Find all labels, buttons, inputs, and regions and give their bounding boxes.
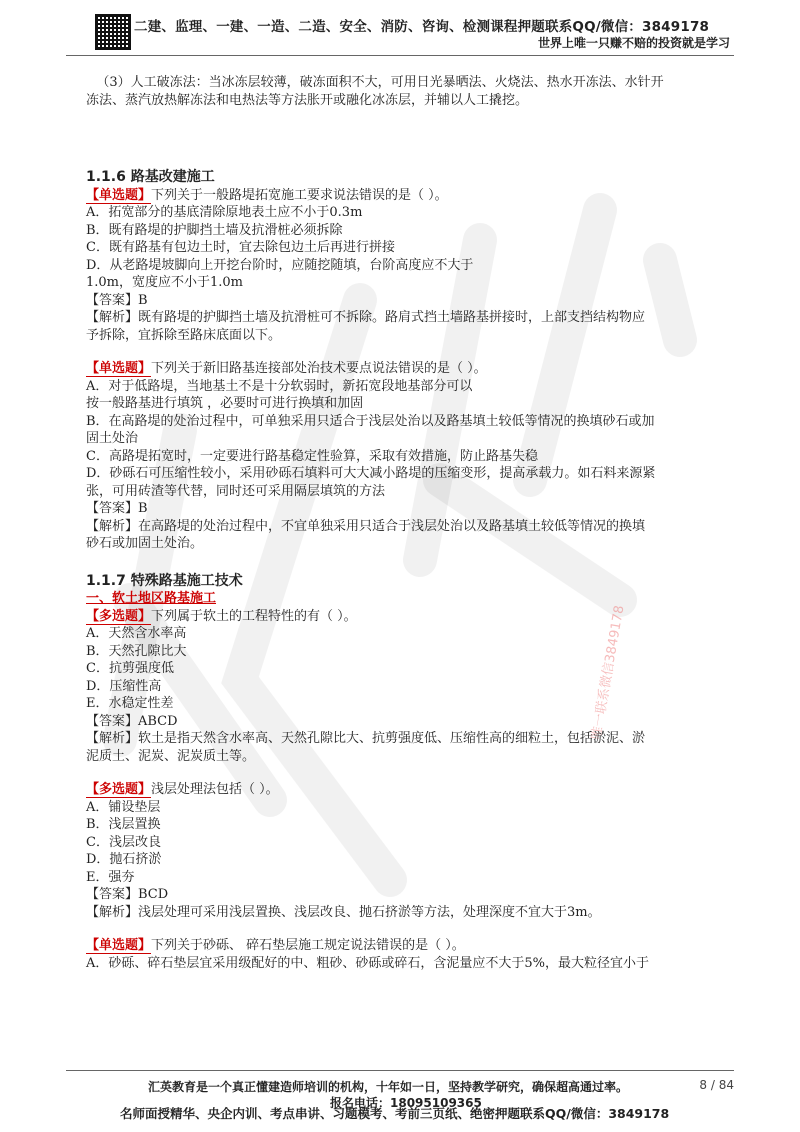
intro-line: 冻法、蒸汽放热解冻法和电热法等方法胀开或融化冰冻层，并辅以人工撬挖。 (86, 92, 529, 108)
answer: 【答案】B (86, 501, 148, 516)
option-c: C．高路堤拓宽时，一定要进行路基稳定性验算，采取有效措施，防止路基失稳 (86, 448, 538, 464)
explanation-cont: 砂石或加固土处治。 (86, 536, 204, 551)
answer: 【答案】BCD (86, 887, 169, 902)
option-b: B．天然孔隙比大 (86, 643, 187, 659)
question-stem: 下列关于砂砾、 碎石垫层施工规定说法错误的是（ ）。 (151, 938, 465, 953)
question-stem: 下列关于新旧路基连接部处治技术要点说法错误的是（ ）。 (151, 361, 487, 376)
question-type-tag: 【多选题】 (86, 782, 152, 797)
question-stem: 下列关于一般路堤拓宽施工要求说法错误的是（ ）。 (151, 187, 448, 203)
answer: 【答案】B (86, 292, 148, 308)
question-type-tag: 【多选题】 (86, 608, 152, 624)
option-d: D．砂砾石可压缩性较小，采用砂砾石填料可大大减小路堤的压缩变形，提高承载力。如石料来源紧 (86, 466, 656, 481)
page-header (0, 0, 800, 58)
explanation: 【解析】浅层处理可采用浅层置换、浅层改良、抛石挤淤等方法，处理深度不宜大于3m。 (86, 904, 601, 920)
question-type-tag: 【单选题】 (86, 187, 152, 203)
option-a-cont: 按一般路基进行填筑 ，必要时可进行换填和加固 (86, 396, 364, 411)
answer: 【答案】ABCD (86, 713, 178, 729)
explanation: 【解析】软土是指天然含水率高、天然孔隙比大、抗剪强度低、压缩性高的细粒土，包括淤泥、淤 (86, 731, 646, 746)
option-a: A．对于低路堤，当地基土不是十分软弱时，新拓宽段地基部分可以 (86, 378, 473, 394)
option-b: B．既有路堤的护脚挡土墙及抗滑桩必须拆除 (86, 222, 343, 238)
footer-phone: 报名电话：18095109365 (330, 1096, 482, 1110)
intro-line: （3）人工破冻法：当冰冻层较薄，破冻面积不大，可用日光暴晒法、火烧法、热水开冻法、水针开 (96, 75, 664, 90)
question-type-tag: 【单选题】 (86, 361, 152, 376)
explanation-cont: 泥质土、泥炭、泥炭质土等。 (86, 748, 256, 764)
header-contact-line: 二建、监理、一建、一造、二造、安全、消防、咨询、检测课程押题联系QQ/微信：3849178 (134, 19, 710, 35)
option-e: E．水稳定性差 (86, 696, 174, 711)
qr-code-icon (95, 14, 131, 50)
section-title: 1.1.6 路基改建施工 (86, 169, 215, 185)
option-b: B．在高路堤的处治过程中，可单独采用只适合于浅层处治以及路基填土较低等情况的换填砂石或加 (86, 413, 655, 429)
footer-contact-line: 名师面授精华、央企内训、考点串讲、习题模考、考前三页纸、绝密押题联系QQ/微信：3849178 (120, 1106, 670, 1121)
option-b-cont: 固土处治 (86, 431, 139, 446)
explanation: 【解析】在高路堤的处治过程中，不宜单独采用只适合于浅层处治以及路基填土较低等情况的换填 (86, 518, 646, 534)
page-number: 8 / 84 (699, 1078, 734, 1092)
option-c: C．浅层改良 (86, 834, 161, 850)
option-a: A．拓宽部分的基底清除原地表土应不小于0.3m (86, 205, 363, 220)
footer-institution-line: 汇英教育是一个真正懂建造师培训的机构，十年如一日，坚持教学研究，确保超高通过率。 (148, 1080, 629, 1094)
footer-divider (66, 1070, 734, 1071)
option-d-cont: 张，可用砖渣等代替，同时还可采用隔层填筑的方法 (86, 483, 386, 499)
option-a: A．铺设垫层 (86, 799, 161, 815)
question-type-tag: 【单选题】 (86, 938, 152, 953)
header-divider (66, 55, 734, 56)
option-a: A．天然含水率高 (86, 626, 187, 641)
option-e: E．强夯 (86, 869, 135, 885)
header-slogan: 世界上唯一只赚不赔的投资就是学习 (537, 36, 730, 50)
explanation: 【解析】既有路堤的护脚挡土墙及抗滑桩可不拆除。路肩式挡土墙路基拼接时，上部支挡结构物应 (86, 310, 646, 325)
option-b: B．浅层置换 (86, 817, 161, 832)
option-d: D．压缩性高 (86, 678, 162, 694)
option-d: D．从老路堤坡脚向上开挖台阶时，应随挖随填，台阶高度应不大于 (86, 257, 474, 273)
option-d-cont: 1.0m，宽度应不小于1.0m (86, 275, 244, 290)
option-c: C．既有路基有包边土时，宜去除包边土后再进行拼接 (86, 240, 395, 255)
question-stem: 浅层处理法包括（ ）。 (151, 782, 279, 797)
explanation-cont: 予拆除，宜拆除至路床底面以下。 (86, 327, 282, 343)
option-d: D．抛石挤淤 (86, 852, 162, 867)
section-title: 1.1.7 特殊路基施工技术 (86, 572, 243, 589)
option-a: A．砂砾、碎石垫层宜采用级配好的中、粗砂、砂砾或碎石，含泥量应不大于5%，最大粒径宜小于 (86, 955, 650, 971)
subsection-title: 一、软土地区路基施工 (86, 591, 217, 606)
question-stem: 下列属于软土的工程特性的有（ ）。 (151, 608, 357, 624)
watermark-side-text: 唯一联系微信3849178 (589, 604, 628, 741)
option-c: C．抗剪强度低 (86, 661, 174, 676)
document-body (86, 74, 736, 972)
